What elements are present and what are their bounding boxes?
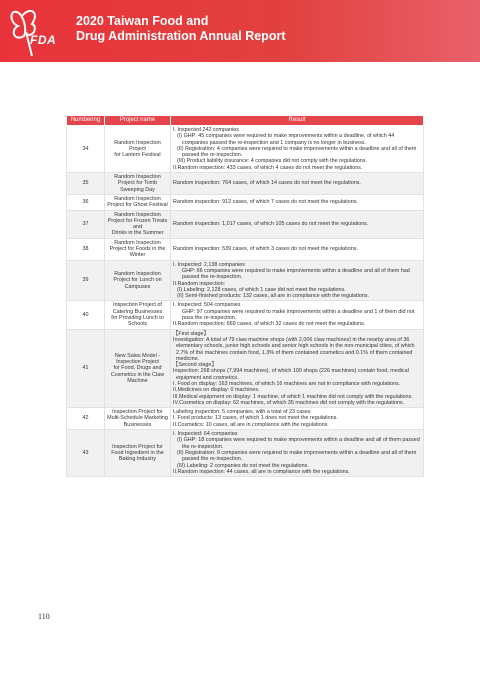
result-line: I. Inspected: 504 companies xyxy=(173,302,241,309)
row-number: 41 xyxy=(67,329,105,408)
result-line: (II) Registration: 4 companies were required to make improvements within a deadline and all of them passed the re-inspection. xyxy=(177,145,417,159)
result-line: II.Random inspection: 433 cases, of which 4 cases do not meet the regulations. xyxy=(173,164,363,171)
project-name-line: Random Inspection xyxy=(114,174,161,181)
result-line: Labeling inspection: 5 companies, with a total of 23 cases xyxy=(173,409,311,416)
project-name-line: Sweeping Day xyxy=(120,186,155,193)
project-name-line: Winter xyxy=(129,252,146,259)
project-name-cell xyxy=(105,260,171,301)
project-name-cell xyxy=(105,126,171,173)
result-cell xyxy=(171,260,424,301)
result-cell xyxy=(171,430,424,477)
table-row xyxy=(67,329,424,408)
project-name-line: Inspection Project of xyxy=(113,302,162,309)
result-line: II.Random inspection: 44 cases, all are in compliance with the regulations. xyxy=(173,468,350,475)
result-cell xyxy=(171,238,424,260)
table-row xyxy=(67,173,424,195)
project-name-cell xyxy=(105,430,171,477)
project-name-line: Project for Tomb xyxy=(117,180,158,187)
project-name-cell xyxy=(105,173,171,195)
result-cell xyxy=(171,173,424,195)
result-line: (I) Labeling: 2,128 cases, of which 1 case did not meet the regulations. xyxy=(177,286,346,293)
result-line: (III) Product liability insurance: 4 companies did not comply with the regulations. xyxy=(177,158,367,165)
table-row xyxy=(67,408,424,430)
report-title xyxy=(76,14,286,44)
title-line-2: Drug Administration Annual Report xyxy=(76,29,286,43)
project-name-line: Baking Industry xyxy=(118,456,157,463)
project-name-line: for Food, Drugs and xyxy=(113,365,162,372)
project-name-line: Random Inspection xyxy=(114,271,161,278)
project-name-line: Multi-Schedule Marketing xyxy=(107,415,168,422)
project-name-line: Inspection Project xyxy=(116,358,159,365)
result-line: (III) Labeling: 2 companies do not meet the regulations. xyxy=(177,462,309,469)
inspection-results-table xyxy=(66,115,424,477)
project-name-line: for Lantern Festival xyxy=(114,152,161,159)
page-number: 110 xyxy=(38,612,50,621)
project-name-line: Project for Foods in the xyxy=(109,246,166,253)
result-line: II.Cosmetics: 10 cases, all are in compliance with the regulations. xyxy=(173,421,329,428)
row-number: 40 xyxy=(67,301,105,329)
project-name-line: Random Inspection xyxy=(114,211,161,218)
fda-butterfly-logo-icon xyxy=(6,2,68,58)
result-cell xyxy=(171,301,424,329)
column-header-project-name: Project name xyxy=(105,116,171,126)
project-name-line: Cosmetics in the Claw xyxy=(110,371,165,378)
row-number: 42 xyxy=(67,408,105,430)
result-line: 【First stage】 xyxy=(173,330,209,337)
project-name-line: New Sales Model - xyxy=(114,352,161,359)
project-name-line: Random Inspection xyxy=(114,239,161,246)
project-name-line: Catering Businesses xyxy=(112,308,163,315)
table-row xyxy=(67,238,424,260)
project-name-cell xyxy=(105,301,171,329)
table-row xyxy=(67,210,424,238)
result-line: I. Inspected 242 companies xyxy=(173,127,239,133)
table-row xyxy=(67,194,424,210)
table-row xyxy=(67,260,424,301)
project-name-line: Machine xyxy=(127,377,148,384)
project-name-line: Businesses xyxy=(123,421,152,428)
result-cell xyxy=(171,210,424,238)
project-name-line: Project xyxy=(129,145,146,152)
result-line: (II) Registration: 9 companies were required to make improvements within a deadline and all of them passed the re-inspection. xyxy=(177,449,417,463)
project-name-line: Project for Lunch on xyxy=(113,277,162,284)
result-line: II.Random inspection: 669 cases, of which 32 cases do not meet the regulations. xyxy=(173,321,366,328)
project-name-line: Drinks in the Summer xyxy=(111,230,164,237)
table-row xyxy=(67,430,424,477)
row-number: 34 xyxy=(67,126,105,173)
table-header-row xyxy=(67,116,424,126)
project-name-line: and xyxy=(133,224,142,231)
column-header-numbering: Numbering xyxy=(67,116,105,126)
row-number: 38 xyxy=(67,238,105,260)
project-name-line: Campuses xyxy=(124,283,151,290)
result-line: (II) Semi-finished products: 132 cases, all are in compliance with the regulations. xyxy=(177,293,370,300)
result-line: Inspection: 268 shops (7,994 machines), of which 100 shops (226 machines) contain food, medical equipment and cosmetics. xyxy=(173,368,409,381)
result-line: (I) GHP: 45 companies were required to make improvements within a deadline, of which 44 companies passed the re-inspection and 1 company is no longer in business. xyxy=(177,133,395,146)
result-line: I. Food products: 13 cases, of which 1 does not meet the regulations. xyxy=(173,415,338,422)
row-number: 35 xyxy=(67,173,105,195)
result-line: GHP: 97 companies were required to make improvements within a deadline and 1 of them did not pass the re-inspection. xyxy=(182,308,415,322)
result-cell xyxy=(171,408,424,430)
project-name-cell xyxy=(105,238,171,260)
result-line: I. Inspected: 64 companies xyxy=(173,431,238,438)
project-name-line: Project for Ghost Festival xyxy=(107,202,168,209)
row-number: 43 xyxy=(67,430,105,477)
result-cell xyxy=(171,329,424,408)
result-line: (I) GHP: 18 companies were required to make improvements within a deadline and all of them passed the re-inspection. xyxy=(177,437,420,450)
result-cell xyxy=(171,126,424,173)
result-line: Investigation: A total of 79 claw machine shops (with 2,006 claw machines) in the nearby area of 36 elementary schools, junior high schools and senior high schools in the non-municipal cities, of which 2.7% of the machines contain food, 1.3% of them contained cosmetics and 0.1% of them contained medicine. xyxy=(173,336,415,362)
table-row xyxy=(67,126,424,173)
result-line: Random inspection: 539 cases, of which 3 cases do not meet the regulations. xyxy=(173,246,358,253)
result-line: IV.Cosmetics on display: 62 machines, of which 35 machines did not comply with the regulations. xyxy=(173,399,405,406)
result-cell xyxy=(171,194,424,210)
report-header xyxy=(0,0,480,62)
result-line: II.Medicines on display: 0 machines. xyxy=(173,387,260,394)
project-name-line: Random Inspection xyxy=(114,139,161,146)
row-number: 39 xyxy=(67,260,105,301)
result-line: Random inspection: 1,017 cases, of which 105 cases do not meet the regulations. xyxy=(173,221,369,227)
project-name-cell xyxy=(105,210,171,238)
project-name-cell xyxy=(105,194,171,210)
title-line-1: 2020 Taiwan Food and xyxy=(76,14,209,28)
result-line: III.Medical equipment on display: 1 machine, of which 1 machine did not comply with the regulations. xyxy=(173,393,413,400)
result-line: GHP: 66 companies were required to make improvements within a deadline and all of them had passed the re-inspection. xyxy=(182,267,410,281)
row-number: 37 xyxy=(67,210,105,238)
project-name-line: for Providing Lunch to xyxy=(111,315,164,322)
result-line: 【Second stage】 xyxy=(173,362,217,369)
result-line: Random inspection: 764 cases, of which 14 cases do not meet the regulations. xyxy=(173,180,361,187)
table-row xyxy=(67,301,424,329)
project-name-cell xyxy=(105,329,171,408)
result-line: I. Food on display: 163 machines, of which 16 machines are not in compliance with regulations. xyxy=(173,380,401,387)
column-header-result: Result xyxy=(171,116,424,126)
project-name-line: Schools xyxy=(127,321,148,328)
project-name-line: Food Ingredient in the xyxy=(111,449,164,456)
project-name-line: Project for Frozen Treats xyxy=(107,217,168,224)
project-name-line: Inspection Project for xyxy=(112,443,163,450)
project-name-cell xyxy=(105,408,171,430)
row-number: 36 xyxy=(67,194,105,210)
project-name-line: Random Inspection xyxy=(114,195,161,202)
project-name-line: Inspection Project for xyxy=(112,409,163,416)
fda-logo-text: FDA xyxy=(30,33,57,47)
result-line: I. Inspected: 2,138 companies xyxy=(173,261,245,268)
result-line: II.Random inspection: xyxy=(173,280,226,287)
result-line: Random inspection: 912 cases, of which 7 cases do not meet the regulations. xyxy=(173,199,358,206)
